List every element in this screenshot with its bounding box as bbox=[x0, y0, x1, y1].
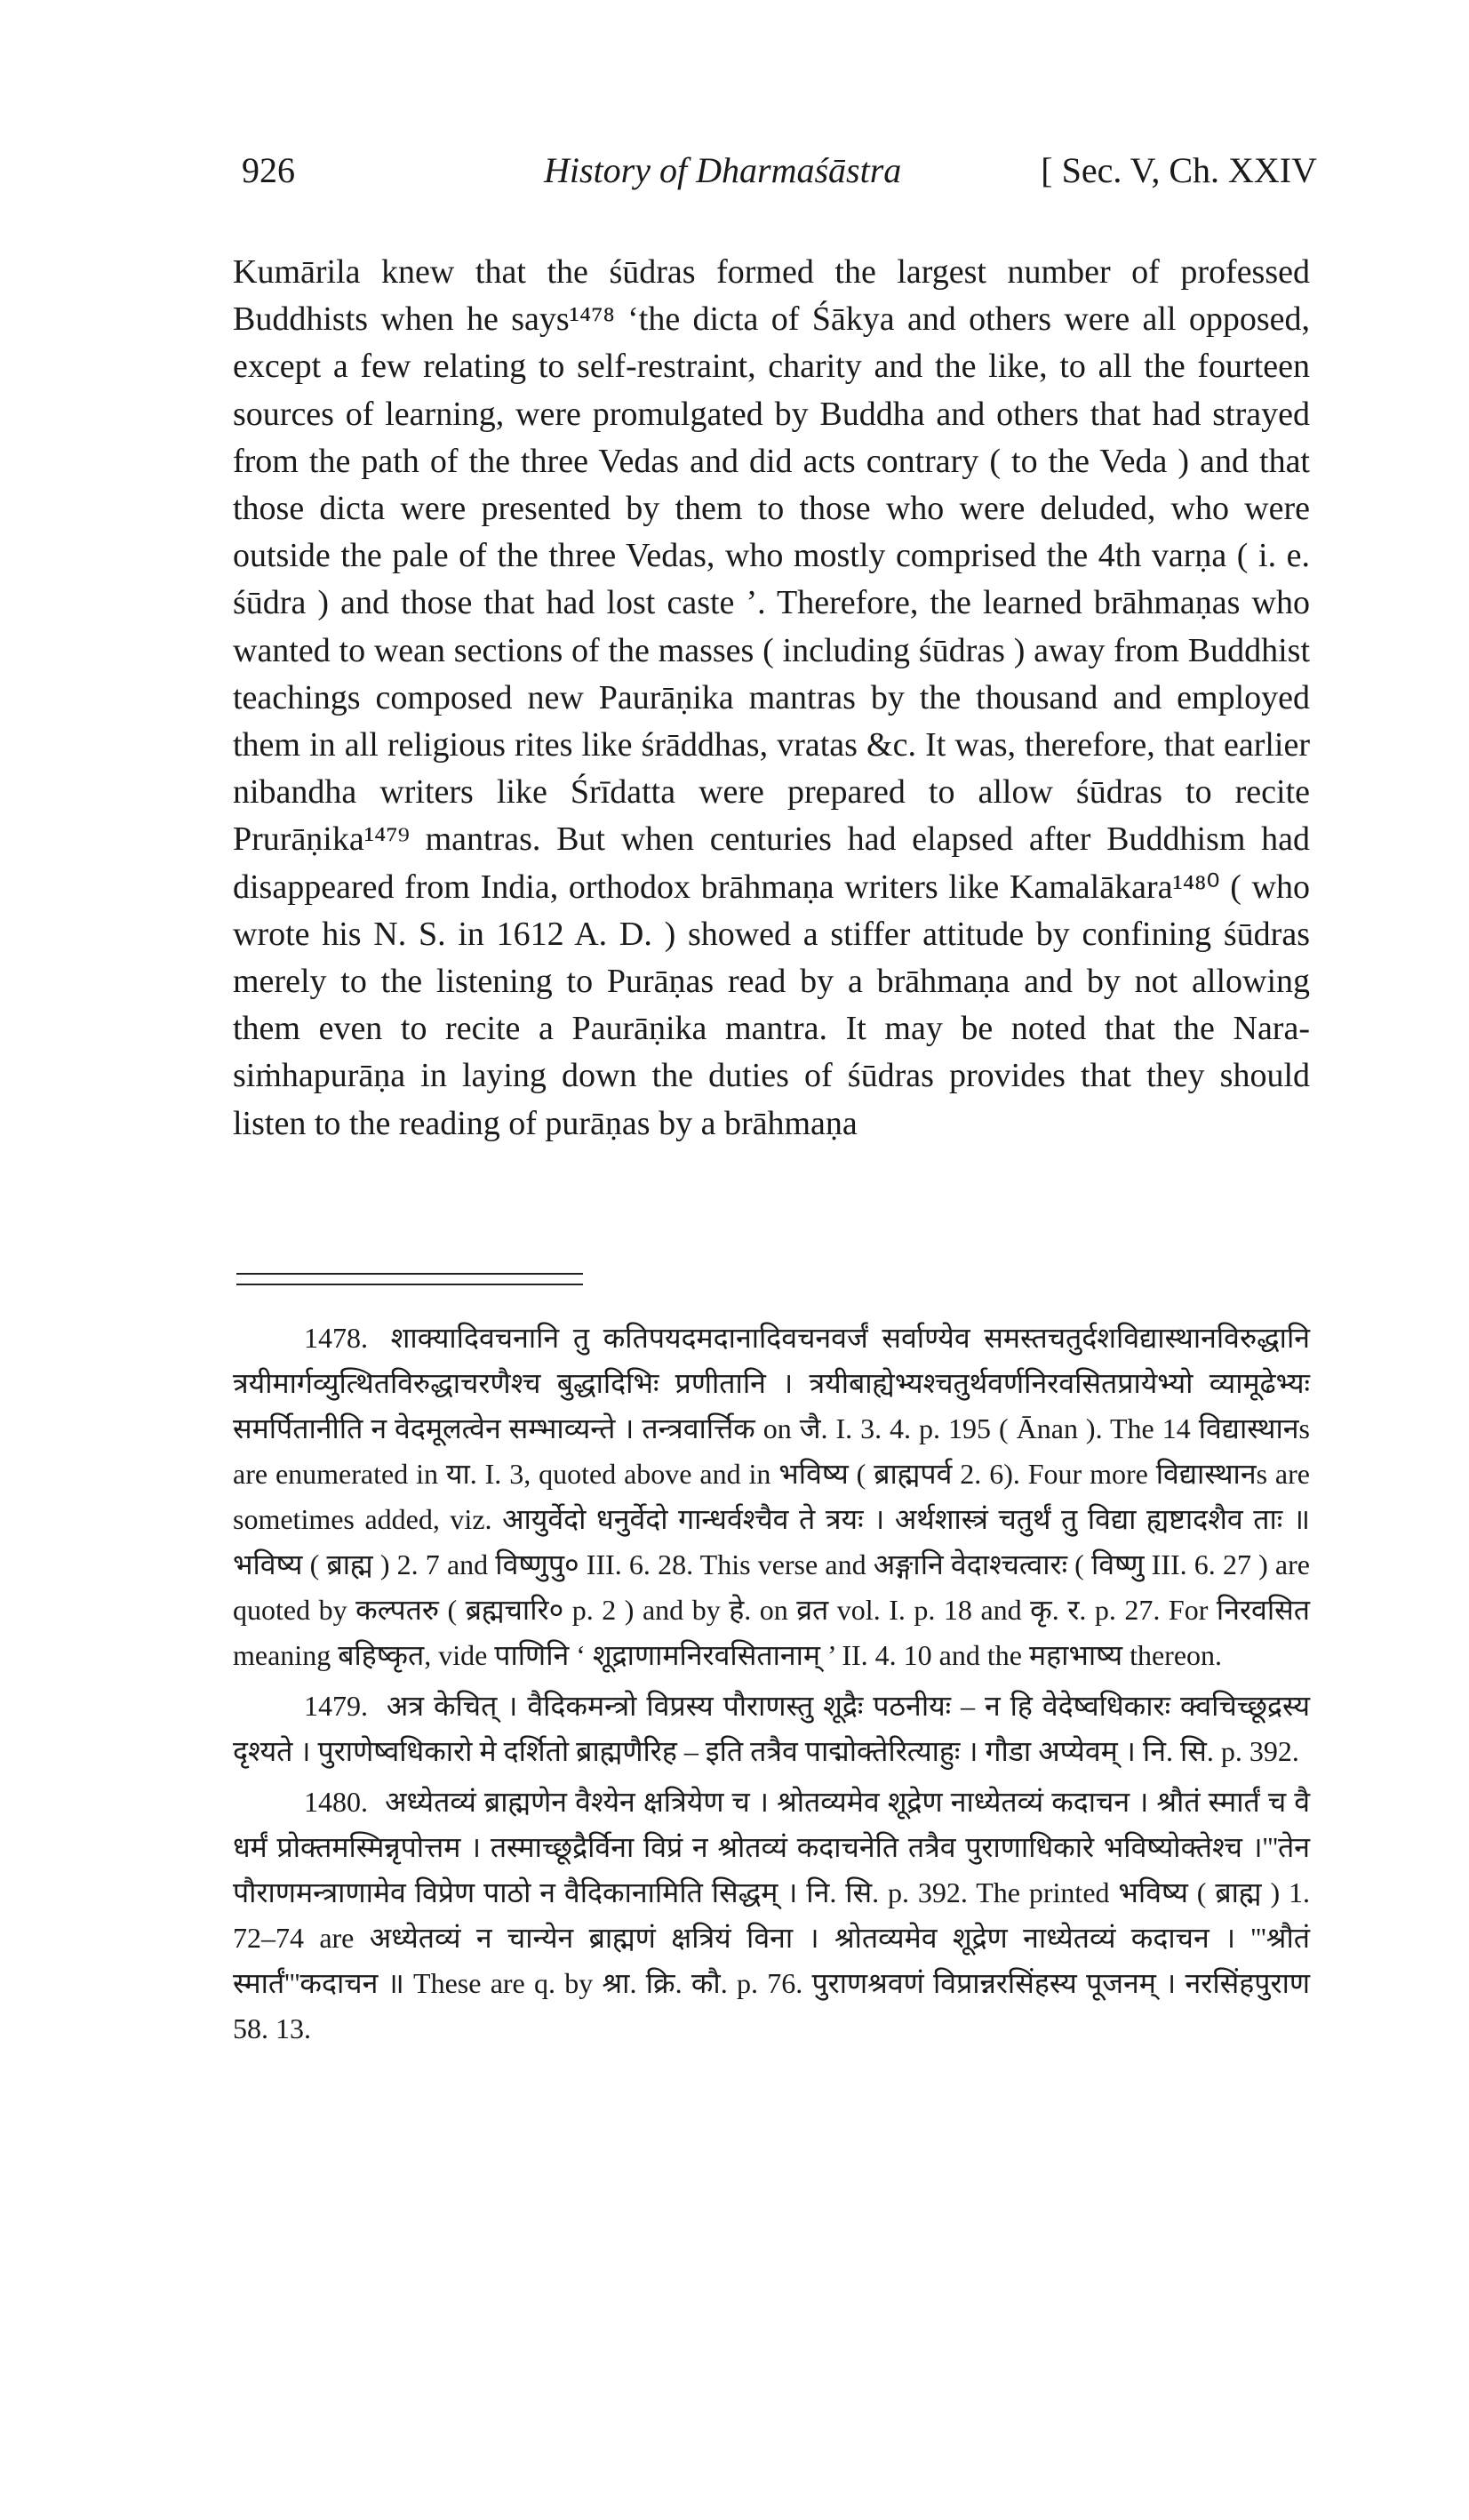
footnote-1479 bbox=[233, 1684, 1310, 1774]
footnote-text: अत्र केचित् । वैदिकमन्त्रो विप्रस्य पौराणस्तु शूद्रैः पठनीयः – न हि वेदेष्वधिकारः क्वचिच्छूद्रस्य दृश्यते । पुराणेष्वधिकारो मे दर्शितो ब्राह्मणैरिह – इति तत्रैव पाद्मोक्तेरित्याहुः । गौडा अप्येवम् । नि. सि. p. 392. bbox=[233, 1690, 1310, 1767]
footnotes-section bbox=[233, 1316, 1310, 2052]
footnote-1480 bbox=[233, 1780, 1310, 2052]
main-text bbox=[233, 249, 1310, 1148]
footnote-text: शाक्यादिवचनानि तु कतिपयदमदानादिवचनवर्जं सर्वाण्येव समस्तचतुर्दशविद्यास्थानविरुद्धानि त्रयीमार्गव्युत्थितविरुद्धाचरणैश्च बुद्धादिभिः प्रणीतानि । त्रयीबाह्येभ्यश्चतुर्थवर्णनिरवसितप्रायेभ्यो व्यामूढेभ्यः समर्पितानीति न वेदमूलत्वेन सम्भाव्यन्ते । तन्त्रवार्त्तिक on जै. I. 3. 4. p. 195 ( Ānan ). The 14 विद्यास्थानs are enumerated in या. I. 3, quoted above and in भविष्य ( ब्राह्मपर्व 2. 6). Four more विद्यास्थानs are sometimes added, viz. आयुर्वेदो धनुर्वेदो गान्धर्वश्चैव ते त्रयः । अर्थशास्त्रं चतुर्थं तु विद्या ह्यष्टादशैव ताः ॥ भविष्य ( ब्राह्म ) 2. 7 and विष्णुपु० III. 6. 28. This verse and अङ्गानि वेदाश्चत्वारः ( विष्णु III. 6. 27 ) are quoted by कल्पतरु ( ब्रह्मचारि० p. 2 ) and by हे. on व्रत vol. I. p. 18 and कृ. र. p. 27. For निरवसित meaning बहिष्कृत, vide पाणिनि ‘ शूद्राणामनिरवसितानाम् ’ II. 4. 10 and the महाभाष्य thereon. bbox=[233, 1322, 1310, 1671]
running-title: History of Dharmaśāstra bbox=[544, 150, 902, 190]
footnote-text: अध्येतव्यं ब्राह्मणेन वैश्येन क्षत्रियेण च । श्रोतव्यमेव शूद्रेण नाध्येतव्यं कदाचन । श्रौतं स्मार्तं च वै धर्मं प्रोक्तमस्मिन्नृपोत्तम । तस्माच्छूद्रैर्विना विप्रं न श्रोतव्यं कदाचनेति तत्रैव पुराणाधिकारे भविष्योक्तेश्च ।'''तेन पौराणमन्त्राणामेव विप्रेण पाठो न वैदिकानामिति सिद्धम् । नि. सि. p. 392. The printed भविष्य ( ब्राह्म ) 1. 72–74 are अध्येतव्यं न चान्येन ब्राह्मणं क्षत्रियं विना । श्रोतव्यमेव शूद्रेण नाध्येतव्यं कदाचन । '''श्रौतं स्मार्तं'''कदाचन ॥ These are q. by श्रा. क्रि. कौ. p. 76. पुराणश्रवणं विप्रान्नरसिंहस्य पूजनम् । नरसिंहपुराण 58. 13. bbox=[233, 1786, 1310, 2044]
footnote-number: 1478. bbox=[304, 1322, 368, 1354]
section-reference: [ Sec. V, Ch. XXIV bbox=[1041, 150, 1317, 190]
page-header bbox=[242, 149, 1317, 203]
body-paragraph: Kumārila knew that the śūdras formed the largest number of professed Buddhists when he says¹⁴⁷⁸ ‘the dicta of Śākya and others were all opposed, except a few relating to self-restraint, charity and the like, to all the fourteen sources of learning, were promulgated by Buddha and others that had strayed from the path of the three Vedas and did acts contrary ( to the Veda ) and that those dicta were presented by them to those who were deluded, who were outside the pale of the three Vedas, who mostly comprised the 4th varṇa ( i. e. śūdra ) and those that had lost caste ’. Therefore, the learned brāhmaṇas who wanted to wean sections of the masses ( including śūdras ) away from Buddhist teachings composed new Paurāṇika mantras by the thousand and employed them in all religious rites like śrāddhas, vratas &c. It was, therefore, that earlier nibandha writers like Śrīdatta were prepared to allow śūdras to recite Prurāṇika¹⁴⁷⁹ mantras. But when centuries had elapsed after Buddhism had disappeared from India, orthodox brāhmaṇa writers like Kamalākara¹⁴⁸⁰ ( who wrote his N. S. in 1612 A. D. ) showed a stiffer attitude by confining śūdras merely to the listening to Purāṇas read by a brāhmaṇa and by not allowing them even to recite a Paurāṇika mantra. It may be noted that the Nara-siṁhapurāṇa in laying down the duties of śūdras provides that they should listen to the reading of purāṇas by a brāhmaṇa bbox=[233, 253, 1310, 1142]
footnote-1478 bbox=[233, 1316, 1310, 1678]
page-number: 926 bbox=[242, 150, 295, 190]
footnote-number: 1480. bbox=[304, 1786, 368, 1818]
footnote-number: 1479. bbox=[304, 1690, 368, 1722]
footnote-separator bbox=[236, 1273, 583, 1285]
